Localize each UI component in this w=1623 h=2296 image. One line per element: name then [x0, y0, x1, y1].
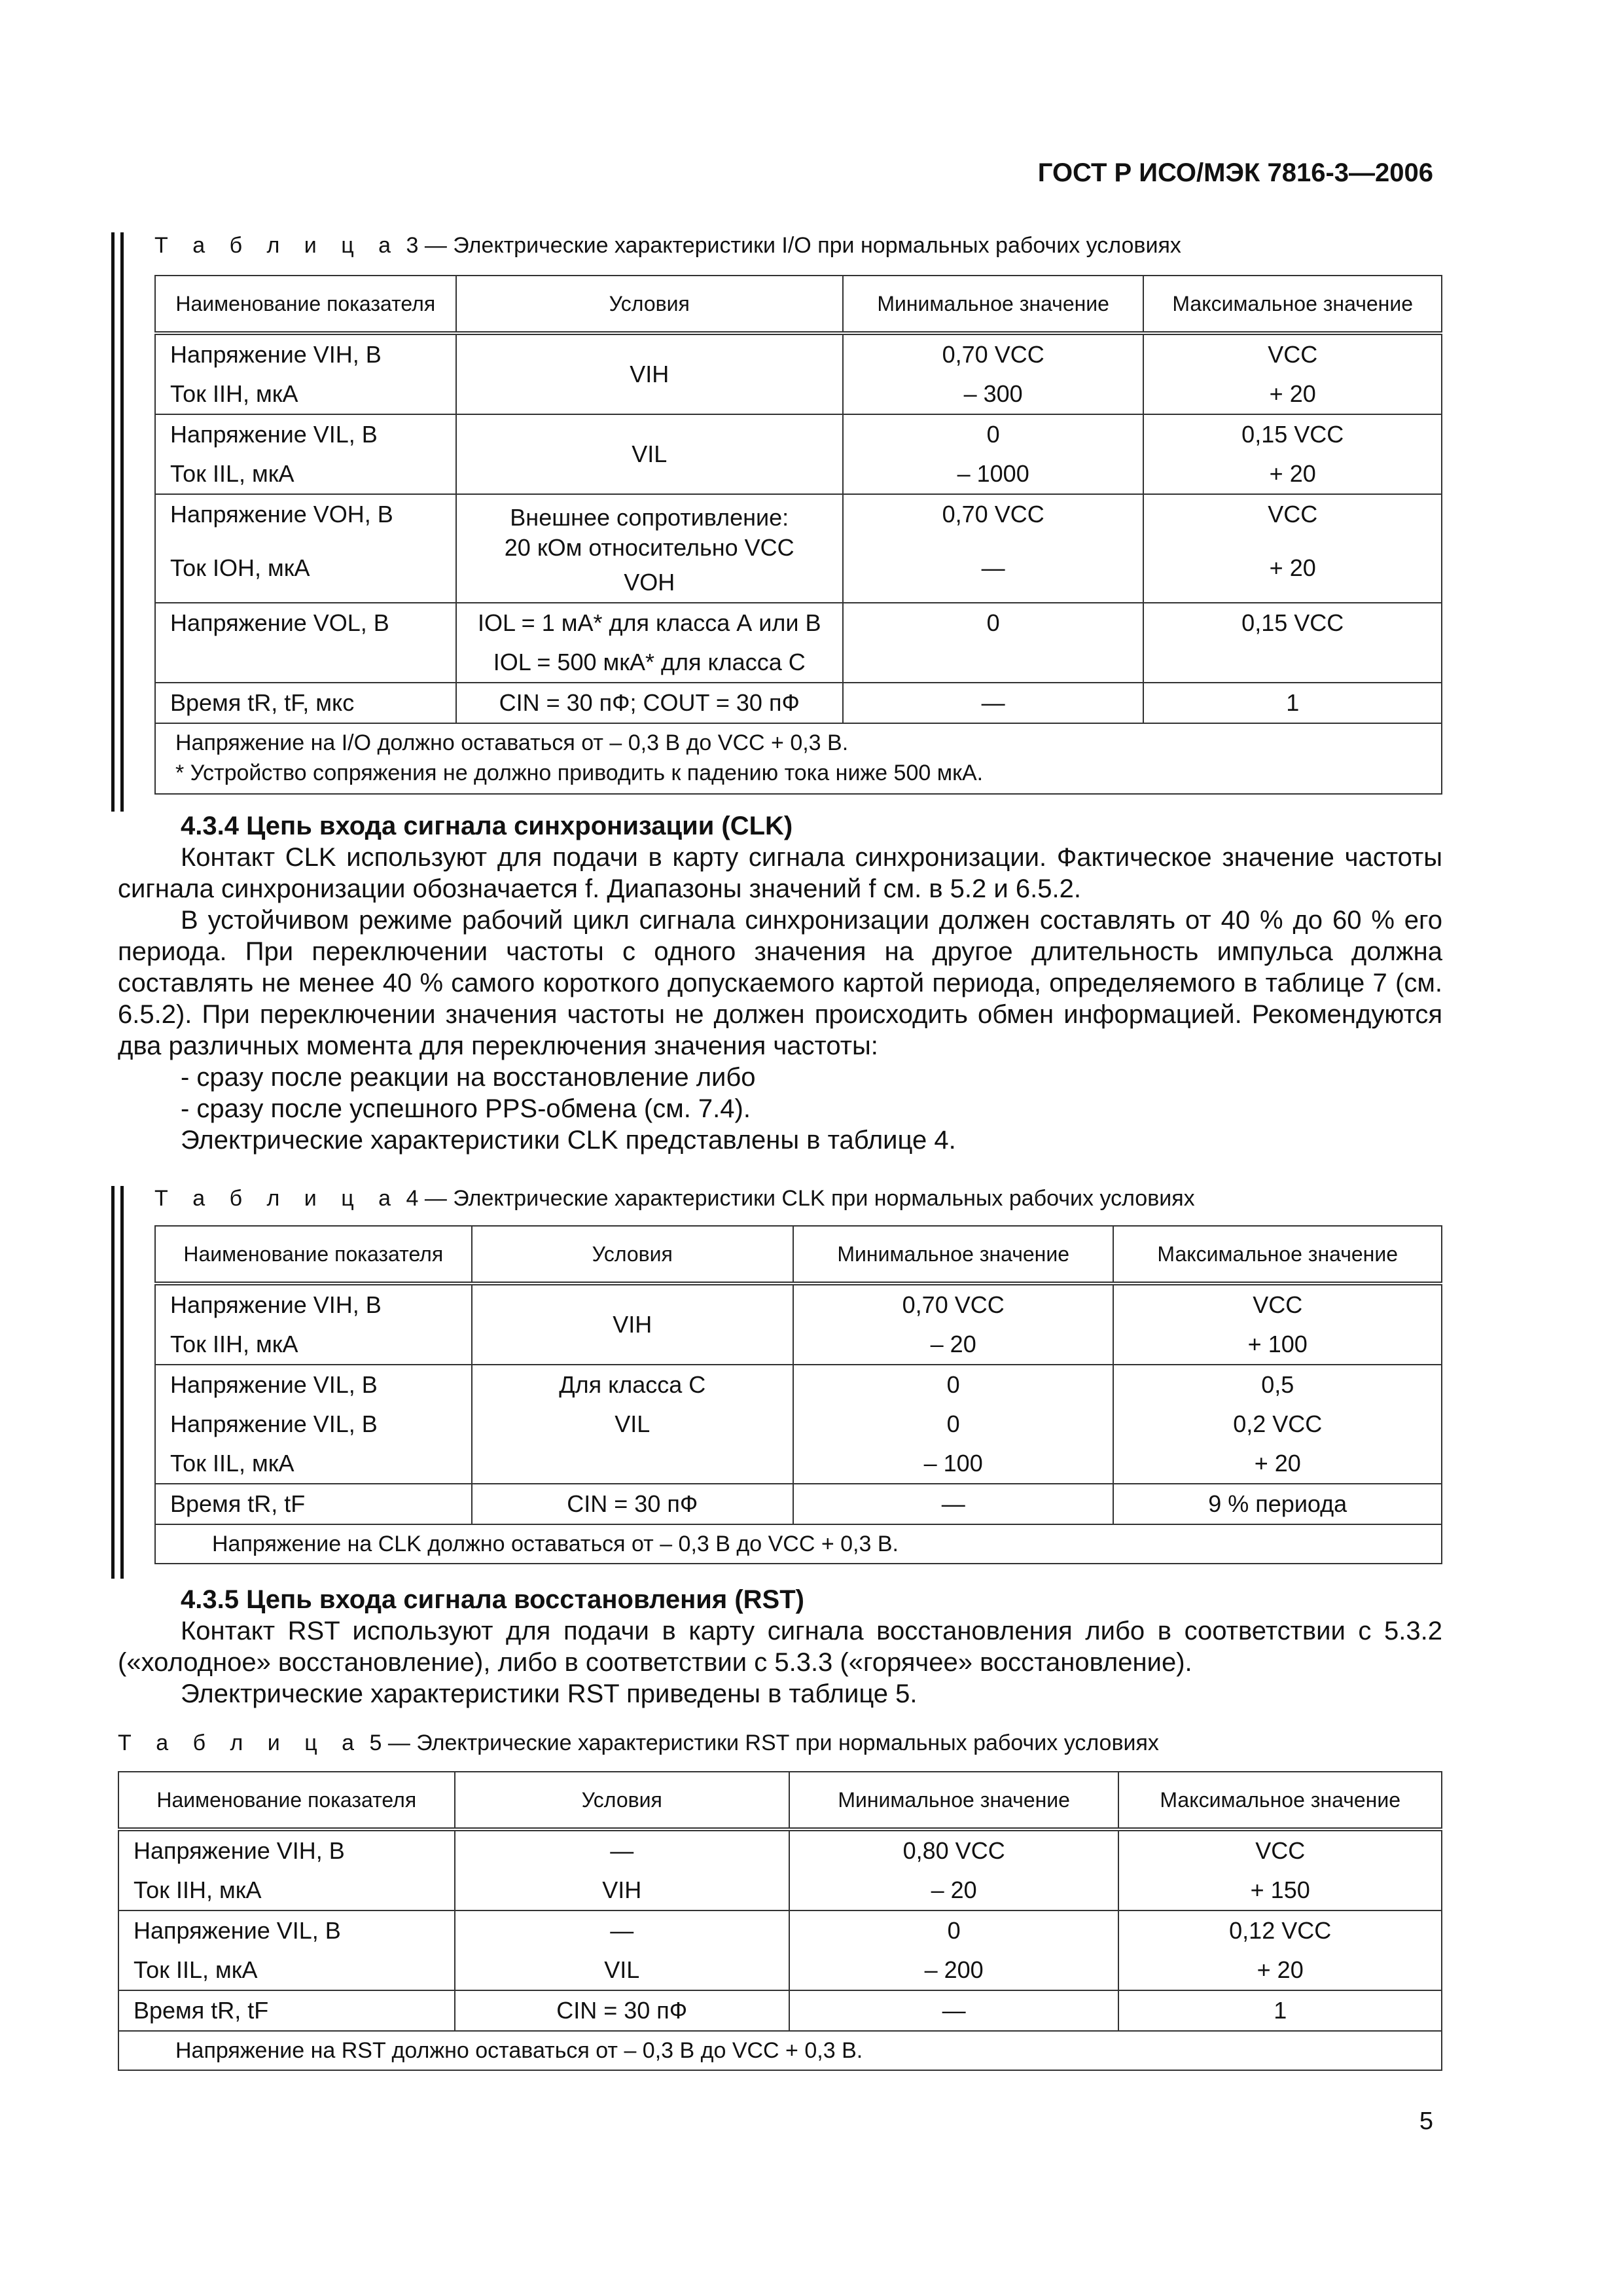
cell: —	[610, 1837, 634, 1864]
column-header: Наименование показателя	[118, 1772, 455, 1829]
cell: + 20	[1254, 1450, 1301, 1477]
cell: 0,70 VCC	[942, 501, 1044, 528]
section-434	[118, 810, 1442, 1156]
cell: Напряжение VIL, В	[170, 1410, 378, 1437]
cell: 0,15 VCC	[1241, 421, 1344, 448]
cell: + 20	[1269, 554, 1316, 581]
cell: 0	[986, 421, 1000, 448]
cell: Ток IIH, мкА	[170, 1331, 298, 1357]
cell: —	[981, 554, 1005, 581]
cell: Для класса С	[559, 1371, 706, 1398]
cell: VIH	[613, 1311, 652, 1338]
cell: Ток IIH, мкА	[170, 380, 298, 407]
cell: Ток IIH, мкА	[134, 1876, 262, 1903]
cell: Напряжение VOL, В	[170, 609, 389, 636]
column-header: Наименование показателя	[155, 1226, 472, 1283]
column-header: Максимальное значение	[1118, 1772, 1442, 1829]
cell: 9 % периода	[1208, 1490, 1347, 1517]
cell: Напряжение VIL, В	[170, 421, 378, 448]
cell: Ток IIL, мкА	[170, 460, 294, 487]
cell: VIL	[632, 440, 668, 467]
paragraph: Электрические характеристики CLK представлены в таблице 4.	[181, 1126, 956, 1155]
table-row	[118, 1990, 1442, 2031]
cell: VOH	[624, 569, 675, 596]
paragraph: Контакт RST используют для подачи в карту сигнала восстановления либо в соответствии с 5.3.2 («холодное» восстановление), либо в соответствии с 5.3.3 («горячее» восстановление).	[118, 1617, 1442, 1677]
section-435	[118, 1584, 1442, 1710]
cell: —	[941, 1490, 965, 1517]
cell: – 200	[924, 1956, 984, 1983]
cell: IOL = 500 мкА* для класса С	[493, 649, 806, 675]
cell: + 20	[1269, 460, 1316, 487]
column-header: Максимальное значение	[1113, 1226, 1442, 1283]
column-header: Наименование показателя	[155, 276, 456, 333]
cell: —	[981, 689, 1005, 716]
cell: Напряжение VIH, В	[170, 1291, 382, 1318]
column-header: Минимальное значение	[789, 1772, 1119, 1829]
table-note: Напряжение на I/O должно оставаться от – 0,3 В до VCC + 0,3 В.	[175, 730, 849, 755]
cell: 20 кОм относительно VCC	[504, 534, 794, 561]
document-header: ГОСТ Р ИСО/МЭК 7816-3—2006	[1037, 158, 1433, 187]
column-header: Условия	[456, 276, 843, 333]
table-row	[155, 1484, 1442, 1524]
cell: 0,80 VCC	[902, 1837, 1005, 1864]
table-row	[155, 603, 1442, 683]
table4	[154, 1225, 1442, 1564]
cell: IOL = 1 мА* для класса А или В	[477, 609, 821, 636]
cell: Ток IOH, мкА	[170, 554, 310, 581]
table-row	[155, 1365, 1442, 1484]
change-bar	[111, 232, 115, 812]
cell: 0	[986, 609, 1000, 636]
table-note: Напряжение на CLK должно оставаться от – 0,3 В до VCC + 0,3 В.	[212, 1532, 899, 1556]
column-header: Минимальное значение	[793, 1226, 1114, 1283]
cell: Время tR, tF	[134, 1997, 269, 2024]
cell: 0,12 VCC	[1229, 1917, 1332, 1944]
cell: Время tR, tF	[170, 1490, 306, 1517]
table-row	[118, 1829, 1442, 1910]
paragraph: Контакт CLK используют для подачи в карту сигнала синхронизации. Фактическое значение частоты сигнала синхронизации обозначается f. Диапазоны значений f см. в 5.2 и 6.5.2.	[118, 843, 1442, 903]
cell: – 20	[931, 1876, 977, 1903]
table-row	[155, 494, 1442, 603]
cell: VIH	[602, 1876, 642, 1903]
table-row	[155, 333, 1442, 414]
cell: VCC	[1253, 1291, 1303, 1318]
table-note-row	[155, 723, 1442, 794]
column-header: Условия	[472, 1226, 793, 1283]
cell: VIL	[604, 1956, 640, 1983]
table-note: * Устройство сопряжения не должно приводить к падению тока ниже 500 мкА.	[175, 761, 984, 785]
table4-caption: Т а б л и ц а 4 — Электрические характеристики CLK при нормальных рабочих условиях	[154, 1186, 1195, 1211]
paragraph: Электрические характеристики RST приведены в таблице 5.	[181, 1679, 918, 1708]
cell: – 20	[930, 1331, 976, 1357]
change-bar	[120, 232, 124, 812]
column-header: Максимальное значение	[1143, 276, 1442, 333]
cell: Напряжение VIH, В	[170, 341, 382, 368]
change-bar	[120, 1186, 124, 1579]
cell: —	[610, 1917, 634, 1944]
table5-caption: Т а б л и ц а 5 — Электрические характеристики RST при нормальных рабочих условиях	[118, 1731, 1159, 1755]
cell: CIN = 30 пФ	[567, 1490, 698, 1517]
cell: Напряжение VIL, В	[134, 1917, 341, 1944]
cell: 0,70 VCC	[902, 1291, 1005, 1318]
cell: CIN = 30 пФ; COUT = 30 пФ	[499, 689, 800, 716]
column-header: Условия	[455, 1772, 789, 1829]
table3-caption: Т а б л и ц а 3 — Электрические характеристики I/O при нормальных рабочих условиях	[154, 233, 1181, 258]
table-note-row	[118, 2031, 1442, 2070]
cell: Время tR, tF, мкс	[170, 689, 355, 716]
cell: VCC	[1268, 341, 1318, 368]
table-note-row	[155, 1524, 1442, 1564]
cell: 0,70 VCC	[942, 341, 1044, 368]
column-header: Минимальное значение	[843, 276, 1144, 333]
table5	[118, 1771, 1442, 2071]
cell: 0,15 VCC	[1241, 609, 1344, 636]
table-note: Напряжение на RST должно оставаться от – 0,3 В до VCC + 0,3 В.	[175, 2038, 863, 2063]
cell: 0	[947, 1917, 961, 1944]
cell: Напряжение VIH, В	[134, 1837, 345, 1864]
cell: – 1000	[957, 460, 1029, 487]
change-bar	[111, 1186, 115, 1579]
cell: 0,5	[1261, 1371, 1294, 1398]
cell: 0	[946, 1410, 960, 1437]
page-number: 5	[1419, 2108, 1433, 2135]
cell: VCC	[1255, 1837, 1306, 1864]
cell: Напряжение VIL, В	[170, 1371, 378, 1398]
cell: + 20	[1257, 1956, 1304, 1983]
cell: VIL	[615, 1410, 651, 1437]
cell: 1	[1286, 689, 1300, 716]
table-row	[155, 683, 1442, 723]
cell: Внешнее сопротивление:	[510, 504, 789, 531]
table3	[154, 275, 1442, 795]
cell: Ток IIL, мкА	[134, 1956, 258, 1983]
cell: + 100	[1247, 1331, 1308, 1357]
section-heading: 4.3.5 Цепь входа сигнала восстановления (RST)	[181, 1585, 804, 1614]
table-row	[155, 1283, 1442, 1365]
cell: VCC	[1268, 501, 1318, 528]
cell: VIH	[630, 361, 669, 387]
table-row	[155, 414, 1442, 494]
cell: —	[942, 1997, 966, 2024]
cell: + 20	[1269, 380, 1316, 407]
list-item: - сразу после реакции на восстановление либо	[181, 1063, 756, 1092]
section-heading: 4.3.4 Цепь входа сигнала синхронизации (CLK)	[181, 812, 793, 840]
cell: Напряжение VOH, В	[170, 501, 393, 528]
paragraph: В устойчивом режиме рабочий цикл сигнала синхронизации должен составлять от 40 % до 60 % его периода. При переключении частоты с одного значения на другое длительность импульса должна составлять не менее 40 % самого короткого допускаемого картой периода, определяемого в таблице 7 (см. 6.5.2). При переключении значения частоты не должен происходить обмен информацией. Рекомендуются два различных момента для переключения значения частоты:	[118, 906, 1442, 1060]
list-item: - сразу после успешного PPS-обмена (см. 7.4).	[181, 1094, 751, 1123]
cell: 0,2 VCC	[1233, 1410, 1323, 1437]
cell: + 150	[1250, 1876, 1310, 1903]
table-row	[118, 1910, 1442, 1990]
cell: – 300	[963, 380, 1023, 407]
cell: 0	[946, 1371, 960, 1398]
cell: 1	[1274, 1997, 1287, 2024]
cell: – 100	[923, 1450, 983, 1477]
cell: Ток IIL, мкА	[170, 1450, 294, 1477]
cell: CIN = 30 пФ	[556, 1997, 688, 2024]
